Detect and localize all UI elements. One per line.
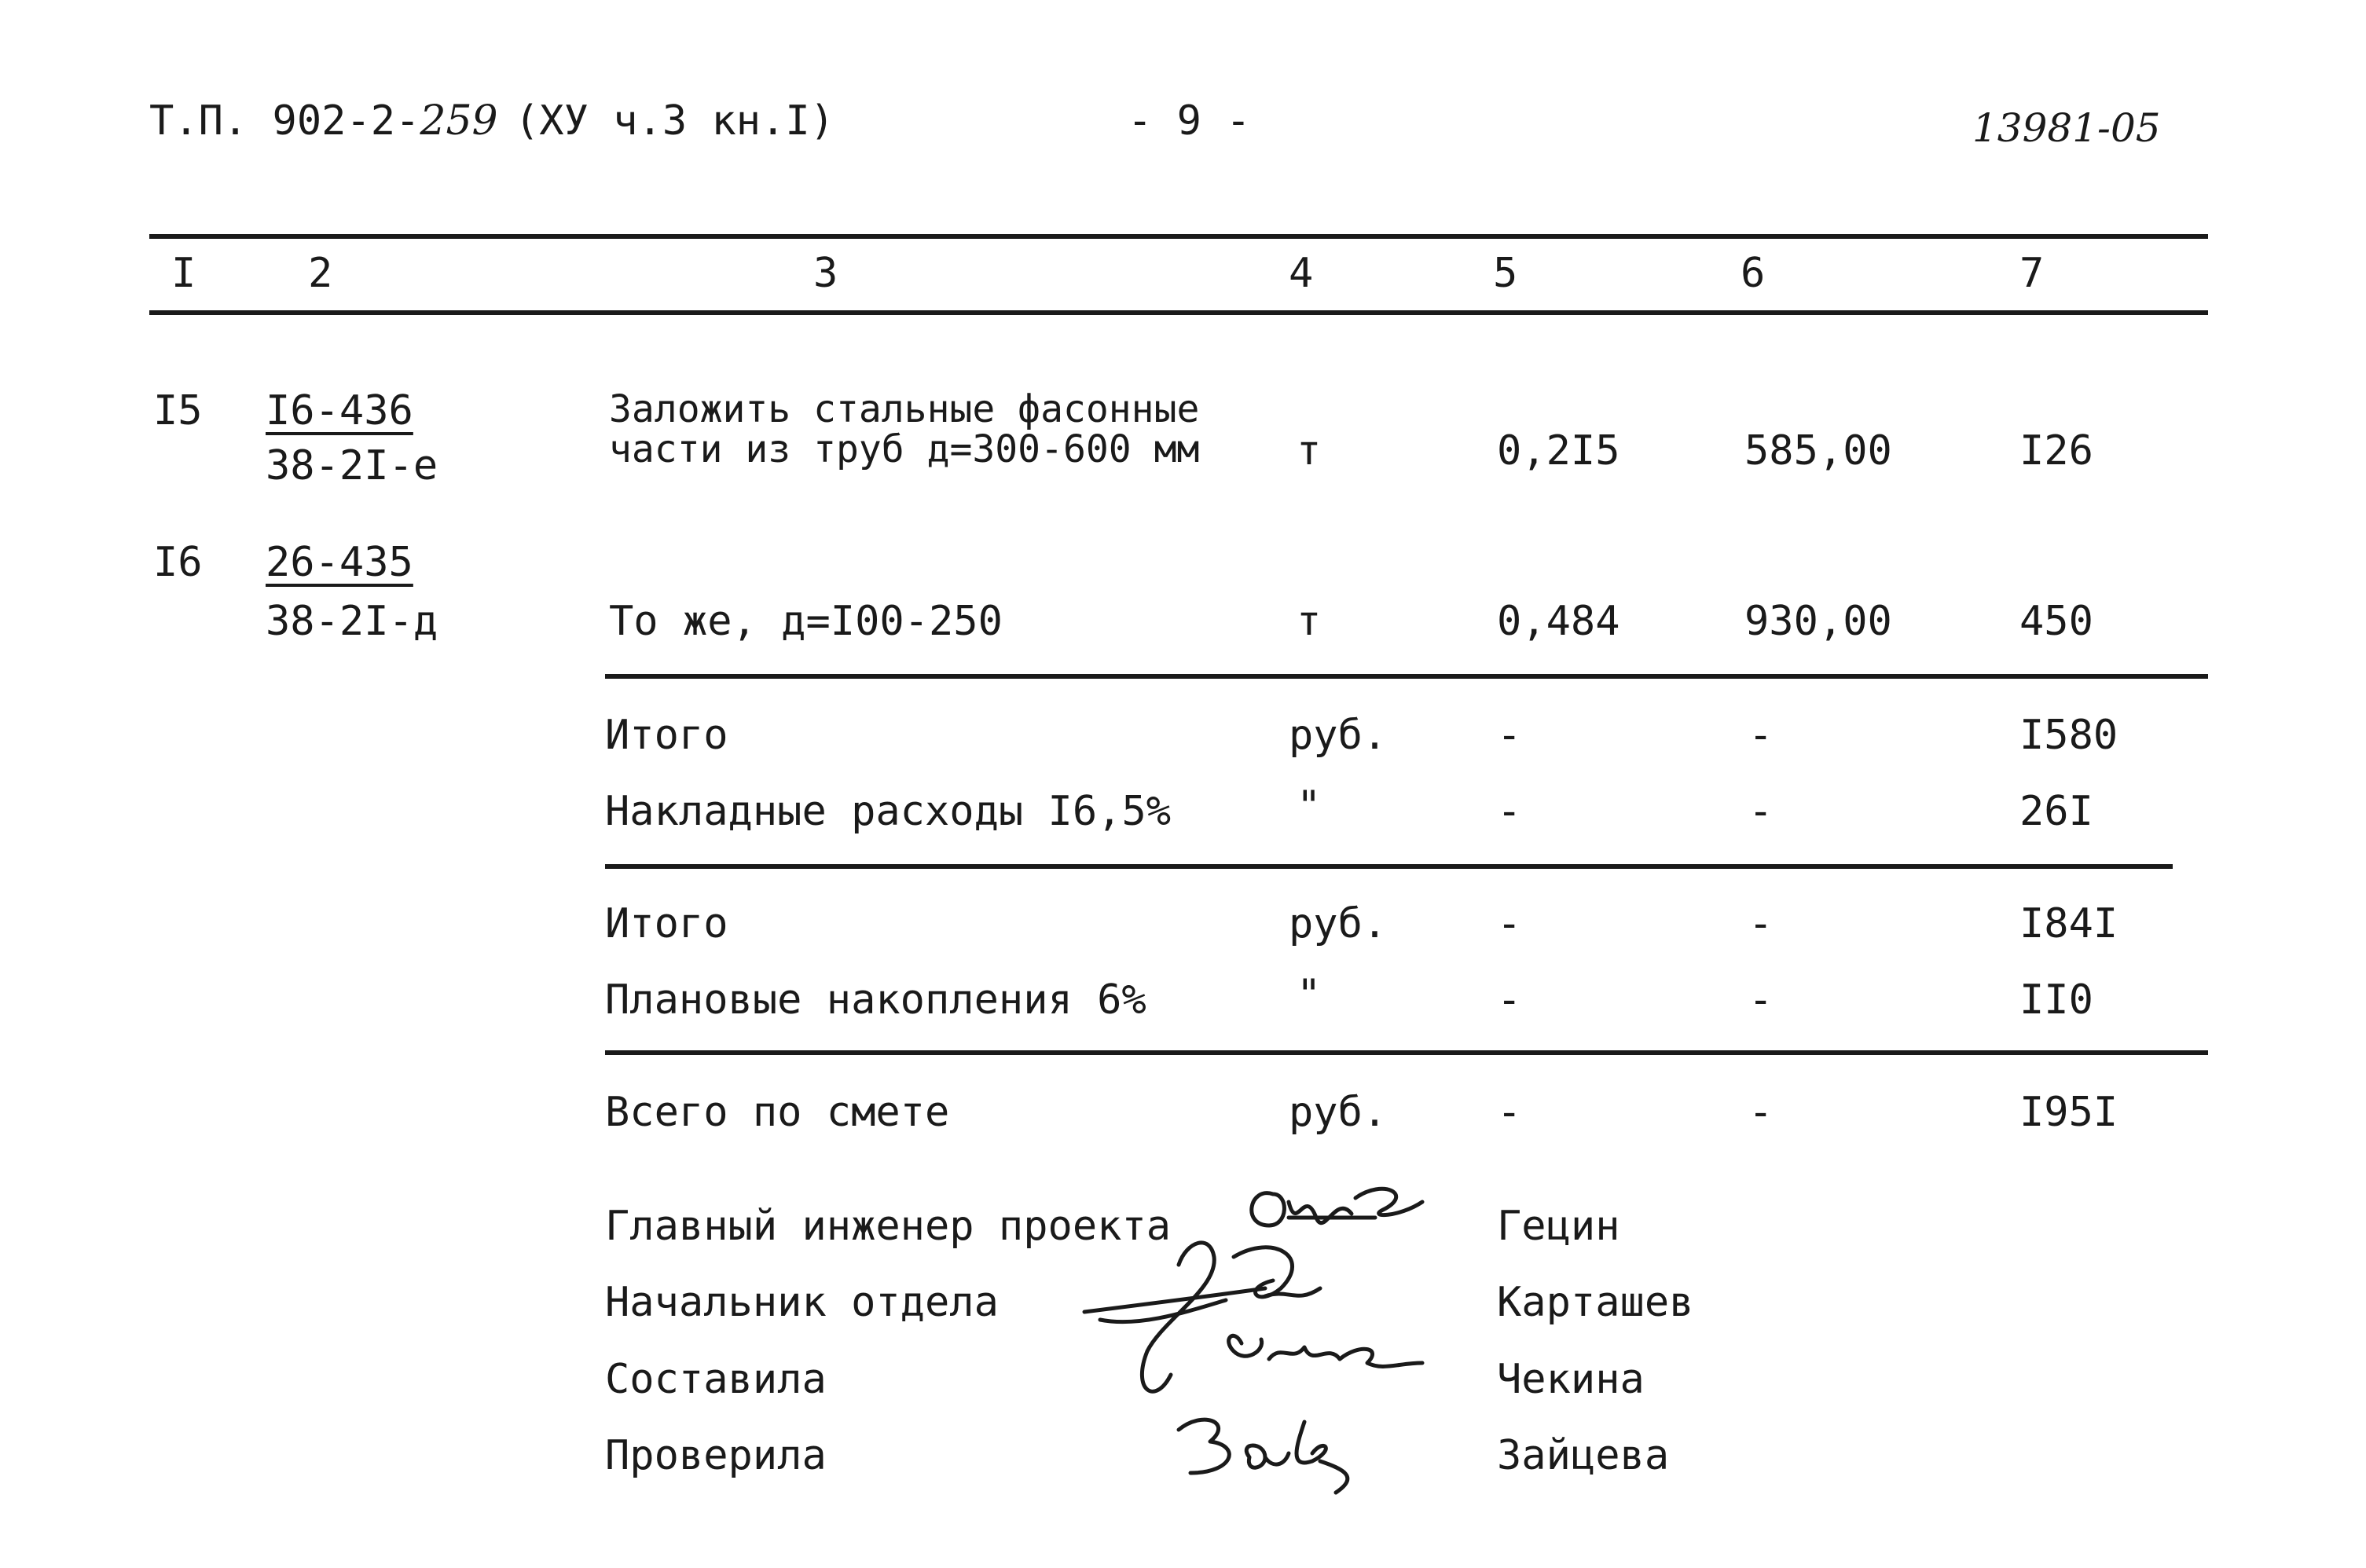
row-number: I5 [153,387,203,434]
page-number: - 9 - [1128,97,1251,145]
signature-role: Проверила [605,1432,827,1479]
row-unit: т [1297,427,1322,474]
row-qty: 0,2I5 [1497,427,1620,474]
row-code-top: 26-435 [266,539,413,586]
signature-head-of-department [1084,1243,1320,1391]
row-description: Заложить стальные фасонные [609,387,1200,431]
summary-label: Итого [605,712,728,759]
signature-name: Зайцева [1497,1432,1670,1479]
summary-unit: руб. [1289,900,1388,947]
col-header-3: 3 [813,250,838,297]
doc-part: (ХУ ч.3 кн.I) [515,97,835,145]
signature-compiler [1229,1335,1422,1366]
archive-number: 13981-05 [1972,105,2161,151]
summary-rule-2 [605,864,2173,869]
row-total: 450 [2019,598,2093,645]
summary-label: Накладные расходы I6,5% [605,788,1172,835]
row-price: 585,00 [1744,427,1892,474]
summary-total: I580 [2019,712,2118,759]
signature-role: Составила [605,1356,827,1403]
col-header-5: 5 [1493,250,1518,297]
doc-code: Т.П. 902-2-259 [149,97,498,145]
grand-total-unit: руб. [1289,1089,1388,1136]
row-code-bottom: 38-2I-д [266,598,438,645]
summary-total: II0 [2019,976,2093,1024]
signature-checker [1179,1420,1348,1493]
signature-role: Главный инженер проекта [605,1203,1172,1250]
summary-col5: - [1497,712,1522,759]
col-header-4: 4 [1289,250,1314,297]
signature-name: Карташев [1497,1279,1694,1326]
grand-total-col5: - [1497,1089,1522,1136]
grand-total-value: I95I [2019,1089,2118,1136]
summary-col6: - [1748,976,1774,1024]
summary-label: Итого [605,900,728,947]
summary-col5: - [1497,788,1522,835]
summary-total: 26I [2019,788,2093,835]
summary-label: Плановые накопления 6% [605,976,1146,1024]
summary-unit: " [1297,782,1322,830]
row-price: 930,00 [1744,598,1892,645]
summary-unit: руб. [1289,712,1388,759]
col-header-1: I [171,250,196,297]
summary-col5: - [1497,976,1522,1024]
summary-col6: - [1748,712,1774,759]
signature-chief-engineer [1252,1189,1422,1225]
handwritten-signatures [1053,1171,1477,1516]
summary-col6: - [1748,788,1774,835]
col-header-7: 7 [2019,250,2045,297]
grand-total-col6: - [1748,1089,1774,1136]
summary-rule-1 [605,674,2208,679]
row-code-bottom: 38-2I-е [266,442,438,489]
summary-unit: " [1297,971,1322,1018]
signature-name: Чекина [1497,1356,1645,1403]
row-description: части из труб д=300-600 мм [609,427,1200,471]
signature-role: Начальник отдела [605,1279,999,1326]
grand-total-label: Всего по смете [605,1089,950,1136]
signature-name: Гецин [1497,1203,1620,1250]
row-description: То же, д=I00-250 [609,598,1003,645]
row-unit: т [1297,598,1322,645]
col-header-2: 2 [308,250,333,297]
row-code-top: I6-436 [266,387,413,434]
col-header-6: 6 [1741,250,1766,297]
row-qty: 0,484 [1497,598,1620,645]
table-top-rule [149,234,2208,239]
summary-col6: - [1748,900,1774,947]
row-number: I6 [153,539,203,586]
table-header-rule [149,310,2208,315]
summary-rule-3 [605,1050,2208,1055]
row-total: I26 [2019,427,2093,474]
summary-col5: - [1497,900,1522,947]
summary-total: I84I [2019,900,2118,947]
